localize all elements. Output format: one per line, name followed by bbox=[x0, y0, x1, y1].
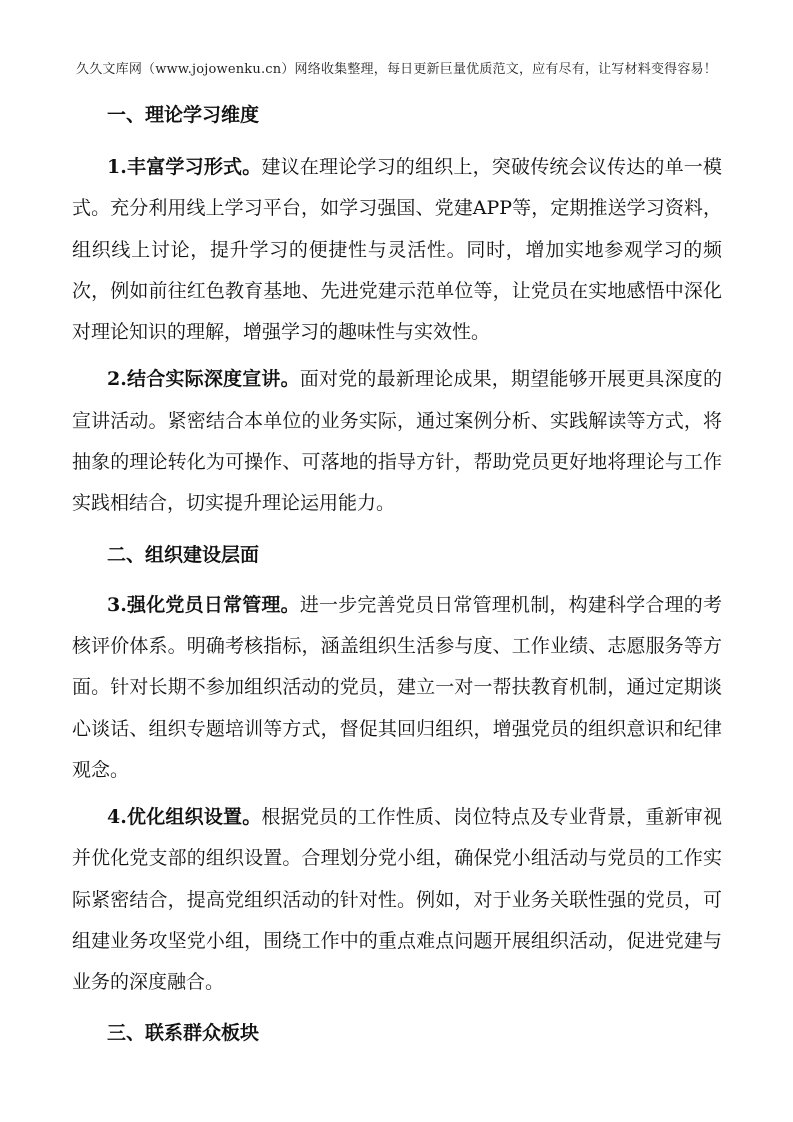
section-heading-organization-building: 二、组织建设层面 bbox=[107, 543, 260, 566]
document-body bbox=[72, 103, 722, 1045]
paragraph-lead: 4.优化组织设置。 bbox=[107, 806, 262, 829]
paragraph-text: 根据党员的工作性质、岗位特点及专业背景，重新审视并优化党支部的组织设置。合理划分党小组，确保党小组活动与党员的工作实际紧密结合，提高党组织活动的针对性。例如，对于业务关联性强的党员，可组建业务攻坚党小组，围绕工作中的重点难点问题开展组织活动，促进党建与业务的深度融合。 bbox=[72, 806, 722, 994]
paragraph-lead: 3.强化党员日常管理。 bbox=[107, 593, 300, 616]
paragraph-in-depth-lectures bbox=[72, 359, 722, 524]
paragraph-optimize-organization bbox=[72, 797, 722, 1003]
paragraph-text: 面对党的最新理论成果，期望能够开展更具深度的宣讲活动。紧密结合本单位的业务实际，通过案例分析、实践解读等方式，将抽象的理论转化为可操作、可落地的指导方针，帮助党员更好地将理论与工作实践相结合，切实提升理论运用能力。 bbox=[72, 368, 722, 515]
paragraph-text: 建议在理论学习的组织上，突破传统会议传达的单一模式。充分利用线上学习平台，如学习强国、党建APP等，定期推送学习资料，组织线上讨论，提升学习的便捷性与灵活性。同时，增加实地参观学习的频次，例如前往红色教育基地、先进党建示范单位等，让党员在实地感悟中深化对理论知识的理解，增强学习的趣味性与实效性。 bbox=[72, 156, 722, 344]
header-note: 久久文库网（www.jojowenku.cn）网络收集整理，每日更新巨量优质范文，应有尽有，让写材料变得容易！ bbox=[76, 62, 717, 77]
section-heading-mass-contact: 三、联系群众板块 bbox=[107, 1021, 260, 1044]
paragraph-lead: 2.结合实际深度宣讲。 bbox=[107, 368, 300, 391]
paragraph-text: 进一步完善党员日常管理机制，构建科学合理的考核评价体系。明确考核指标，涵盖组织生活参与度、工作业绩、志愿服务等方面。针对长期不参加组织活动的党员，建立一对一帮扶教育机制，通过定期谈心谈话、组织专题培训等方式，督促其回归组织，增强党员的组织意识和纪律观念。 bbox=[72, 593, 722, 781]
paragraph-lead: 1.丰富学习形式。 bbox=[107, 156, 262, 178]
section-heading-theory-study: 一、理论学习维度 bbox=[107, 104, 260, 126]
paragraph-enrich-learning-forms bbox=[72, 147, 722, 353]
paragraph-member-management bbox=[72, 585, 722, 791]
